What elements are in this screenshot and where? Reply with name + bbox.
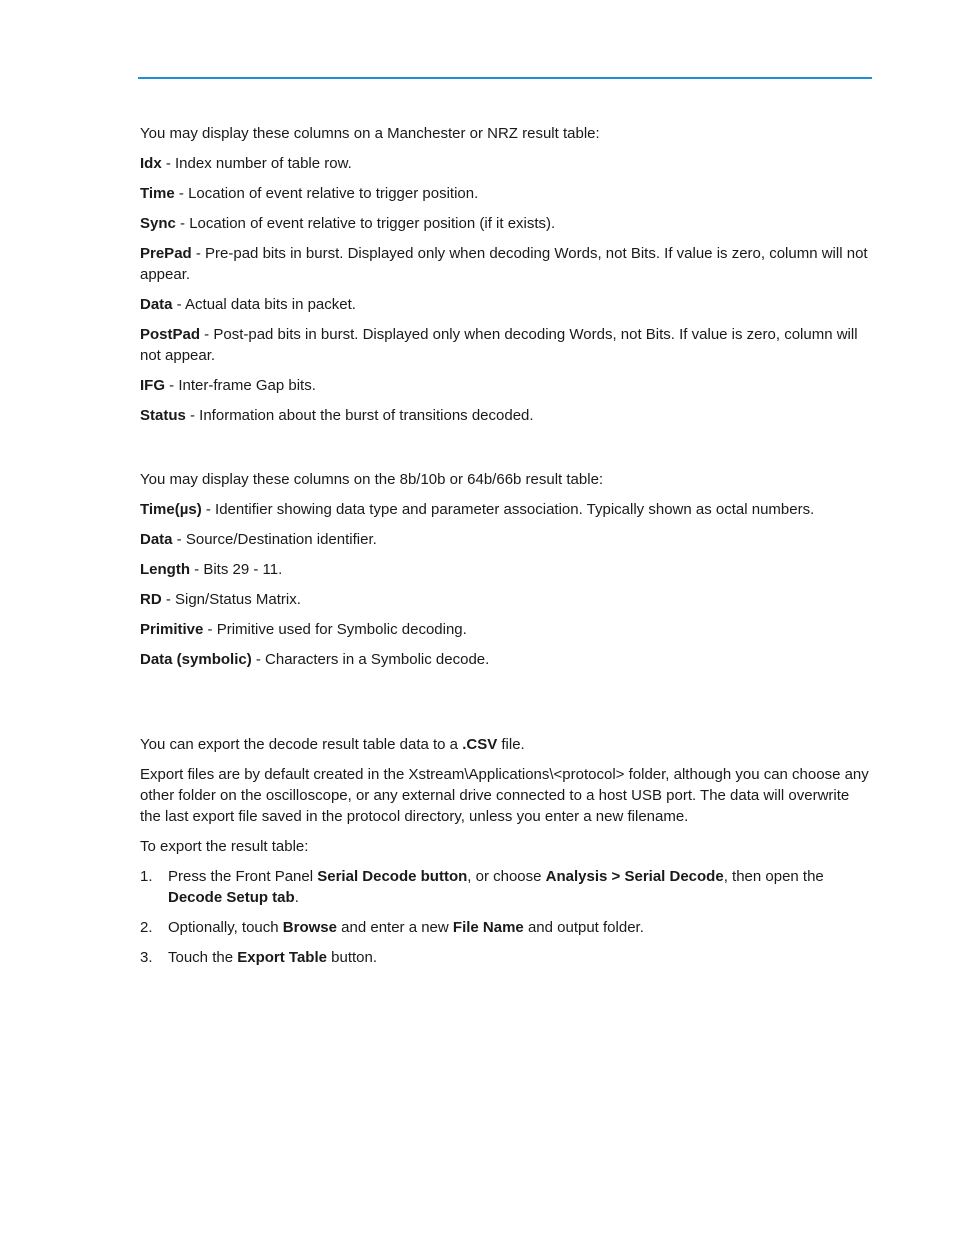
column-definition <box>140 619 870 640</box>
column-description: - Inter-frame Gap bits. <box>165 377 316 394</box>
export-steps-list <box>140 866 870 968</box>
manchester-nrz-intro: You may display these columns on a Manchester or NRZ result table: <box>140 125 600 142</box>
column-description: - Primitive used for Symbolic decoding. <box>203 621 467 638</box>
column-term: Data (symbolic) <box>140 651 252 668</box>
column-term: PrePad <box>140 245 192 262</box>
column-term: PostPad <box>140 326 201 343</box>
column-term: Idx <box>140 155 162 172</box>
column-term: Time <box>140 185 175 202</box>
column-description: - Information about the burst of transitions decoded. <box>185 407 534 424</box>
column-definition <box>140 213 870 234</box>
export-intro: You can export the decode result table data to a .CSV file. <box>140 736 525 753</box>
manchester-nrz-column-list <box>140 153 870 426</box>
column-term: Status <box>140 407 186 424</box>
column-definition <box>140 559 870 580</box>
column-description: - Index number of table row. <box>161 155 352 172</box>
column-definition <box>140 243 870 285</box>
column-definition <box>140 294 870 315</box>
column-description: - Sign/Status Matrix. <box>161 591 301 608</box>
column-description: - Actual data bits in packet. <box>172 296 356 313</box>
column-term: Length <box>140 561 190 578</box>
export-step: 1. Press the Front Panel Serial Decode button, or choose Analysis > Serial Decode, then open the Decode Setup tab. <box>140 868 824 906</box>
column-definition <box>140 649 870 670</box>
column-description: - Identifier showing data type and parameter association. Typically shown as octal numbers. <box>201 501 815 518</box>
column-term: Sync <box>140 215 176 232</box>
export-step: 3. Touch the Export Table button. <box>140 949 378 966</box>
column-definition <box>140 405 870 426</box>
column-term: RD <box>140 591 162 608</box>
column-definition <box>140 183 870 204</box>
column-description: - Pre-pad bits in burst. Displayed only when decoding Words, not Bits. If value is zero, column will not appear. <box>140 245 868 283</box>
8b10b-column-list <box>140 499 870 670</box>
column-definition <box>140 589 870 610</box>
column-description: - Source/Destination identifier. <box>172 531 377 548</box>
column-definition <box>140 375 870 396</box>
csv-term: .CSV <box>462 736 498 753</box>
column-definition <box>140 153 870 174</box>
export-location-paragraph: Export files are by default created in the Xstream\Applications\<protocol> folder, although you can choose any other folder on the oscilloscope, or any external drive connected to a host USB port. The data will overwrite the last export file saved in the protocol directory, unless you enter a new filename. <box>140 766 869 825</box>
column-term: Data <box>140 296 173 313</box>
8b10b-intro: You may display these columns on the 8b/10b or 64b/66b result table: <box>140 471 604 488</box>
export-steps-intro: To export the result table: <box>140 838 309 855</box>
document-body <box>140 123 870 977</box>
export-step: 2. Optionally, touch Browse and enter a new File Name and output folder. <box>140 919 644 936</box>
column-definition <box>140 529 870 550</box>
column-description: - Location of event relative to trigger position. <box>174 185 479 202</box>
column-definition <box>140 324 870 366</box>
column-term: Time(µs) <box>140 501 202 518</box>
column-description: - Characters in a Symbolic decode. <box>251 651 490 668</box>
column-description: - Bits 29 - 11. <box>190 561 283 578</box>
header-rule <box>138 77 872 79</box>
column-description: - Location of event relative to trigger position (if it exists). <box>175 215 556 232</box>
column-description: - Post-pad bits in burst. Displayed only when decoding Words, not Bits. If value is zero, column will not appear. <box>140 326 858 364</box>
column-term: IFG <box>140 377 165 394</box>
column-term: Data <box>140 531 173 548</box>
column-term: Primitive <box>140 621 204 638</box>
column-definition <box>140 499 870 520</box>
